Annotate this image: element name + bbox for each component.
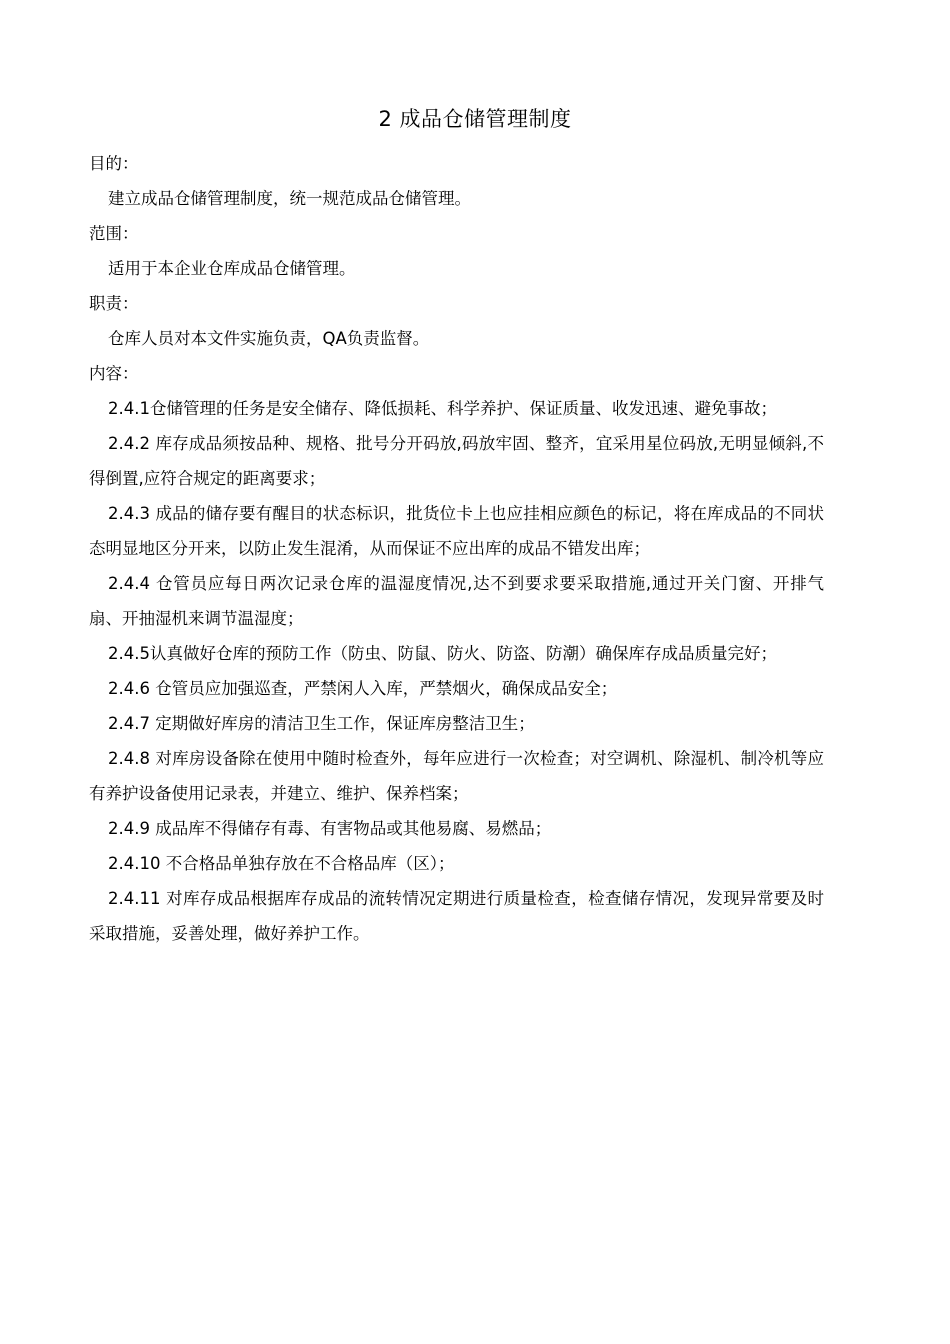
purpose-text: 建立成品仓储管理制度，统一规范成品仓储管理。 (108, 189, 471, 208)
content-item-2-4-7: 2.4.7 定期做好库房的清洁卫生工作，保证库房整洁卫生； (108, 714, 535, 733)
content-item-2-4-9: 2.4.9 成品库不得储存有毒、有害物品或其他易腐、易燃品； (108, 819, 552, 838)
scope-label: 范围： (89, 224, 139, 243)
content-item-2-4-5: 2.4.5认真做好仓库的预防工作（防虫、防鼠、防火、防盗、防潮）确保库存成品质量完好； (108, 644, 777, 663)
content-item-2-4-6: 2.4.6 仓管员应加强巡查，严禁闲人入库，严禁烟火，确保成品安全； (108, 679, 618, 698)
content-item-2-4-8: 2.4.8 对库房设备除在使用中随时检查外，每年应进行一次检查；对空调机、除湿机、制冷机等应有养护设备使用记录表，并建立、维护、保养档案； (89, 749, 824, 803)
content-item-2-4-3: 2.4.3 成品的储存要有醒目的状态标识，批货位卡上也应挂相应颜色的标记，将在库成品的不同状态明显地区分开来，以防止发生混淆，从而保证不应出库的成品不错发出库； (89, 504, 824, 558)
content-item-2-4-10: 2.4.10 不合格品单独存放在不合格品库（区）； (108, 854, 455, 873)
scope-text: 适用于本企业仓库成品仓储管理。 (108, 259, 356, 278)
content-label: 内容： (89, 364, 139, 383)
document-title: 2 成品仓储管理制度 (378, 107, 572, 131)
purpose-label: 目的： (89, 154, 139, 173)
content-item-2-4-4: 2.4.4 仓管员应每日两次记录仓库的温湿度情况,达不到要求要采取措施,通过开关门窗、开排气扇、开抽湿机来调节温湿度； (89, 574, 824, 628)
responsibility-text: 仓库人员对本文件实施负责，QA负责监督。 (108, 329, 430, 348)
content-item-2-4-1: 2.4.1仓储管理的任务是安全储存、降低损耗、科学养护、保证质量、收发迅速、避免事故； (108, 399, 777, 418)
document-body (89, 146, 824, 951)
responsibility-label: 职责： (89, 294, 139, 313)
content-item-2-4-2: 2.4.2 库存成品须按品种、规格、批号分开码放,码放牢固、整齐，宜采用星位码放,无明显倾斜,不得倒置,应符合规定的距离要求； (89, 434, 824, 488)
content-item-2-4-11: 2.4.11 对库存成品根据库存成品的流转情况定期进行质量检查，检查储存情况，发现异常要及时采取措施，妥善处理，做好养护工作。 (89, 889, 824, 943)
